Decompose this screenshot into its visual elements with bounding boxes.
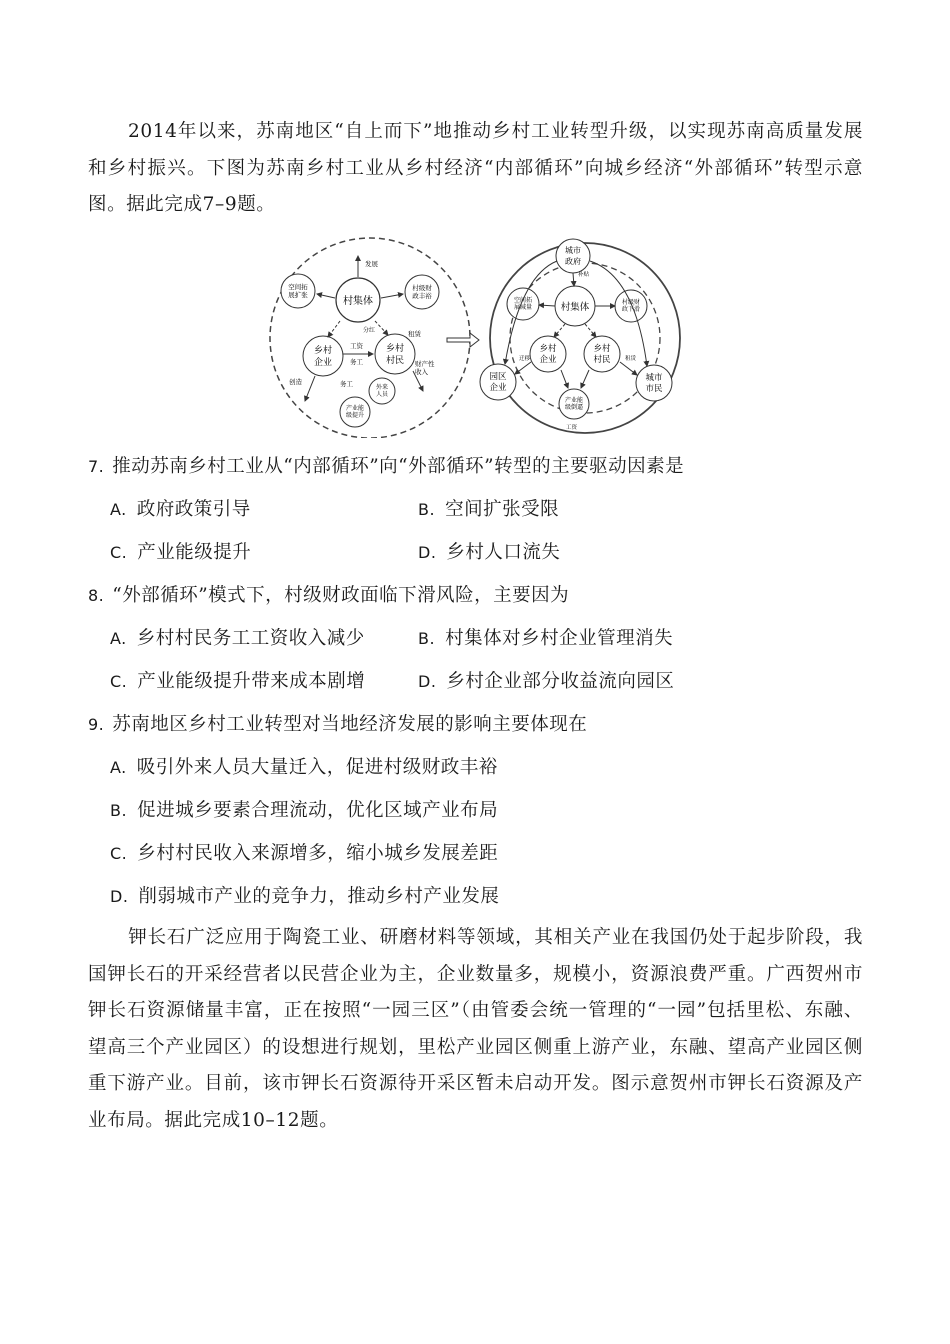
- q8-option-c[interactable]: C. 产业能级提升带来成本剧增: [110, 671, 366, 692]
- svg-text:城市: 城市: [565, 246, 581, 255]
- left-dividend-label: 分红: [363, 327, 376, 334]
- svg-text:乡村: 乡村: [593, 344, 611, 354]
- svg-text:乡村: 乡村: [313, 346, 333, 356]
- external-circulation-diagram: [480, 239, 680, 433]
- svg-text:外来: 外来: [375, 384, 389, 391]
- svg-text:租赁: 租赁: [408, 330, 421, 338]
- svg-text:政丰裕: 政丰裕: [412, 292, 432, 300]
- svg-text:乡村: 乡村: [385, 344, 405, 354]
- svg-text:创造: 创造: [289, 378, 302, 386]
- svg-text:村民: 村民: [385, 356, 405, 366]
- rural-industry-circulation-diagram: [265, 226, 685, 438]
- svg-text:租赁: 租赁: [625, 356, 637, 362]
- svg-text:级提升: 级提升: [345, 412, 365, 419]
- svg-text:村级财: 村级财: [412, 284, 432, 292]
- q7-option-a[interactable]: A. 政府政策引导: [110, 499, 251, 520]
- svg-text:产业能: 产业能: [564, 397, 584, 404]
- internal-circulation-diagram: [270, 238, 470, 438]
- svg-text:务工: 务工: [350, 358, 363, 366]
- q9-option-b[interactable]: B. 促进城乡要素合理流动，优化区域产业布局: [110, 800, 499, 821]
- svg-text:空间拓: 空间拓: [288, 283, 308, 291]
- left-village-collective-label: 村集体: [343, 296, 373, 307]
- svg-text:发展: 发展: [365, 260, 378, 268]
- svg-text:级倒逼: 级倒逼: [564, 404, 584, 411]
- svg-text:市民: 市民: [645, 384, 663, 394]
- q8-option-b[interactable]: B. 村集体对乡村企业管理消失: [418, 628, 674, 649]
- intro-paragraph-2: 钾长石广泛应用于陶瓷工业、研磨材料等领域，其相关产业在我国仍处于起步阶段，我国钾长石的开采经营者以民营企业为主，企业数量多，规模小，资源浪费严重。广西贺州市钾长石资源储量丰富，正在按照“一园三区”（由管委会统一管理的“一园”包括里松、东融、望高三个产业园区）的设想进行规划，里松产业园区侧重上游产业，东融、望高产业园区侧重下游产业。目前，该市钾长石资源待开采区暂未启动开发。图示意贺州市钾长石资源及产业布局。据此完成10–12题。: [88, 927, 863, 1131]
- svg-text:企业: 企业: [489, 383, 507, 393]
- q9-option-d[interactable]: D. 削弱城市产业的竞争力，推动乡村产业发展: [110, 886, 500, 907]
- question-8-stem: 8. “外部循环”模式下，村级财政面临下滑风险，主要因为: [88, 585, 570, 606]
- svg-text:展减量: 展减量: [513, 304, 533, 311]
- svg-text:补贴: 补贴: [578, 272, 590, 278]
- svg-text:政府: 政府: [565, 257, 581, 266]
- svg-text:乡村: 乡村: [539, 344, 557, 354]
- q8-option-a[interactable]: A. 乡村村民务工工资收入减少: [110, 628, 365, 649]
- intro-paragraph-1: 2014年以来，苏南地区“自上而下”地推动乡村工业转型升级，以实现苏南高质量发展和乡村振兴。下图为苏南乡村工业从乡村经济“内部循环”向城乡经济“外部循环”转型示意图。据此完成7–9题。: [88, 121, 863, 215]
- svg-text:企业: 企业: [313, 358, 333, 368]
- transition-arrow: [447, 333, 479, 347]
- svg-text:政下滑: 政下滑: [621, 306, 641, 313]
- svg-text:人员: 人员: [375, 391, 389, 398]
- svg-text:展扩张: 展扩张: [288, 291, 308, 299]
- svg-text:园区: 园区: [489, 372, 507, 382]
- q7-option-d[interactable]: D. 乡村人口流失: [418, 542, 561, 563]
- svg-text:迁移: 迁移: [519, 356, 531, 362]
- svg-text:空间拓: 空间拓: [513, 297, 533, 304]
- svg-text:收入: 收入: [415, 368, 428, 376]
- svg-text:务工: 务工: [340, 380, 353, 388]
- q7-option-b[interactable]: B. 空间扩张受限: [418, 499, 560, 520]
- question-9-stem: 9. 苏南地区乡村工业转型对当地经济发展的影响主要体现在: [88, 714, 588, 735]
- svg-text:产业能: 产业能: [345, 405, 365, 412]
- q9-option-c[interactable]: C. 乡村村民收入来源增多，缩小城乡发展差距: [110, 843, 499, 864]
- question-7-stem: 7. 推动苏南乡村工业从“内部循环”向“外部循环”转型的主要驱动因素是: [88, 456, 685, 477]
- svg-text:村民: 村民: [593, 355, 611, 365]
- svg-text:村集体: 村集体: [560, 302, 590, 313]
- q7-option-c[interactable]: C. 产业能级提升: [110, 542, 252, 563]
- svg-text:财产性: 财产性: [415, 360, 435, 368]
- svg-text:城市: 城市: [645, 373, 663, 383]
- svg-text:工资: 工资: [566, 425, 578, 431]
- svg-text:工资: 工资: [350, 342, 363, 350]
- svg-text:村级财: 村级财: [621, 299, 641, 306]
- q8-option-d[interactable]: D. 乡村企业部分收益流向园区: [418, 671, 675, 692]
- svg-text:企业: 企业: [539, 355, 557, 365]
- q9-option-a[interactable]: A. 吸引外来人员大量迁入，促进村级财政丰裕: [110, 757, 498, 778]
